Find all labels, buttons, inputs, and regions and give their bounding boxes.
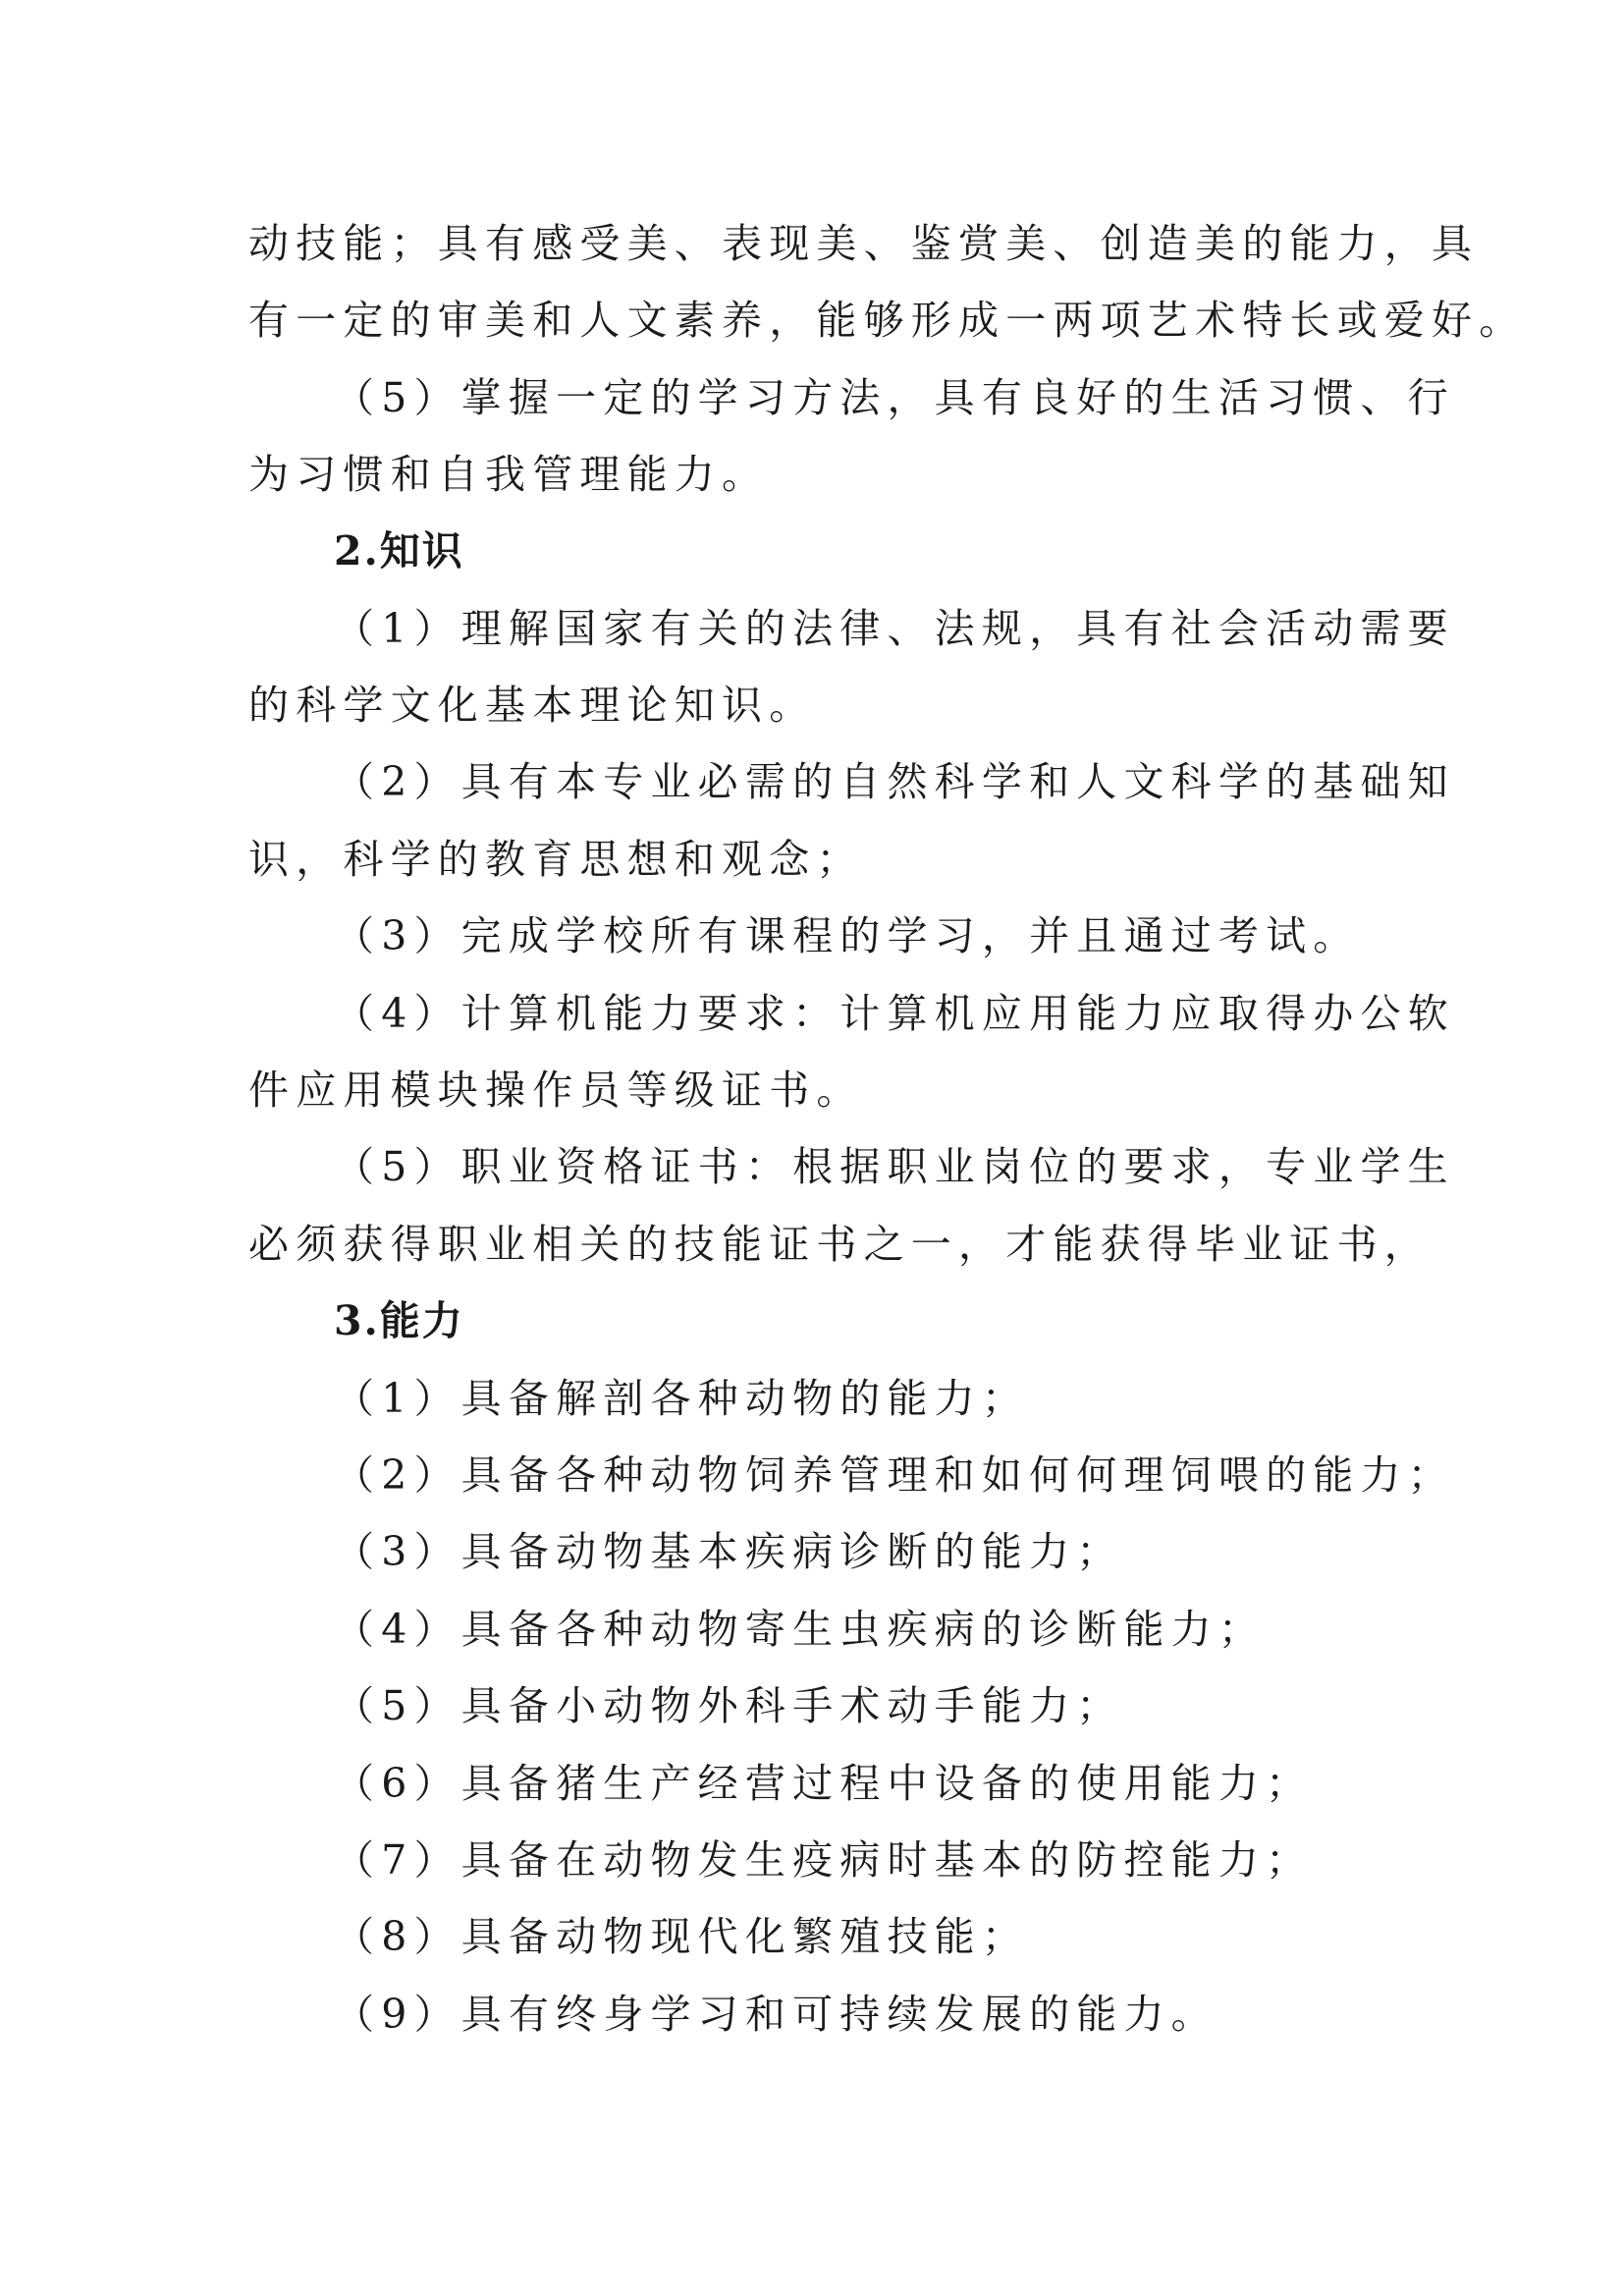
- list-item: （4）计算机能力要求：计算机应用能力应取得办公软: [334, 990, 1455, 1037]
- text-line: 为习惯和自我管理能力。: [248, 451, 770, 498]
- list-item: （1）具备解剖各种动物的能力；: [334, 1375, 1030, 1422]
- section-heading: 3.能力: [334, 1297, 464, 1344]
- list-item: （6）具备猪生产经营过程中设备的使用能力；: [334, 1760, 1314, 1807]
- list-item: （2）具有本专业必需的自然科学和人文科学的基础知: [334, 758, 1455, 805]
- section-heading: 2.知识: [334, 527, 464, 574]
- list-item: （7）具备在动物发生疫病时基本的防控能力；: [334, 1836, 1314, 1884]
- list-item: （9）具有终身学习和可持续发展的能力。: [334, 1991, 1218, 2038]
- list-item: （3）具备动物基本疾病诊断的能力；: [334, 1528, 1124, 1575]
- list-item: （1）理解国家有关的法律、法规，具有社会活动需要: [334, 605, 1455, 652]
- list-item: （2）具备各种动物饲养管理和如何何理饲喂的能力；: [334, 1451, 1455, 1499]
- list-item: （4）具备各种动物寄生虫疾病的诊断能力；: [334, 1606, 1267, 1653]
- list-item: （8）具备动物现代化繁殖技能；: [334, 1913, 1030, 1960]
- list-item: （5）掌握一定的学习方法，具有良好的生活习惯、行: [334, 374, 1455, 421]
- list-item: （3）完成学校所有课程的学习，并且通过考试。: [334, 912, 1361, 959]
- text-line: 必须获得职业相关的技能证书之一，才能获得毕业证书，: [248, 1221, 1432, 1268]
- text-line: 件应用模块操作员等级证书。: [248, 1066, 864, 1114]
- text-line: 动技能；具有感受美、表现美、鉴赏美、创造美的能力，具: [248, 220, 1480, 267]
- list-item: （5）具备小动物外科手术动手能力；: [334, 1682, 1124, 1729]
- text-line: 有一定的审美和人文素养，能够形成一两项艺术特长或爱好。: [248, 297, 1527, 344]
- text-line: 识，科学的教育思想和观念；: [248, 836, 864, 883]
- text-line: 的科学文化基本理论知识。: [248, 682, 817, 729]
- list-item: （5）职业资格证书：根据职业岗位的要求，专业学生: [334, 1143, 1455, 1190]
